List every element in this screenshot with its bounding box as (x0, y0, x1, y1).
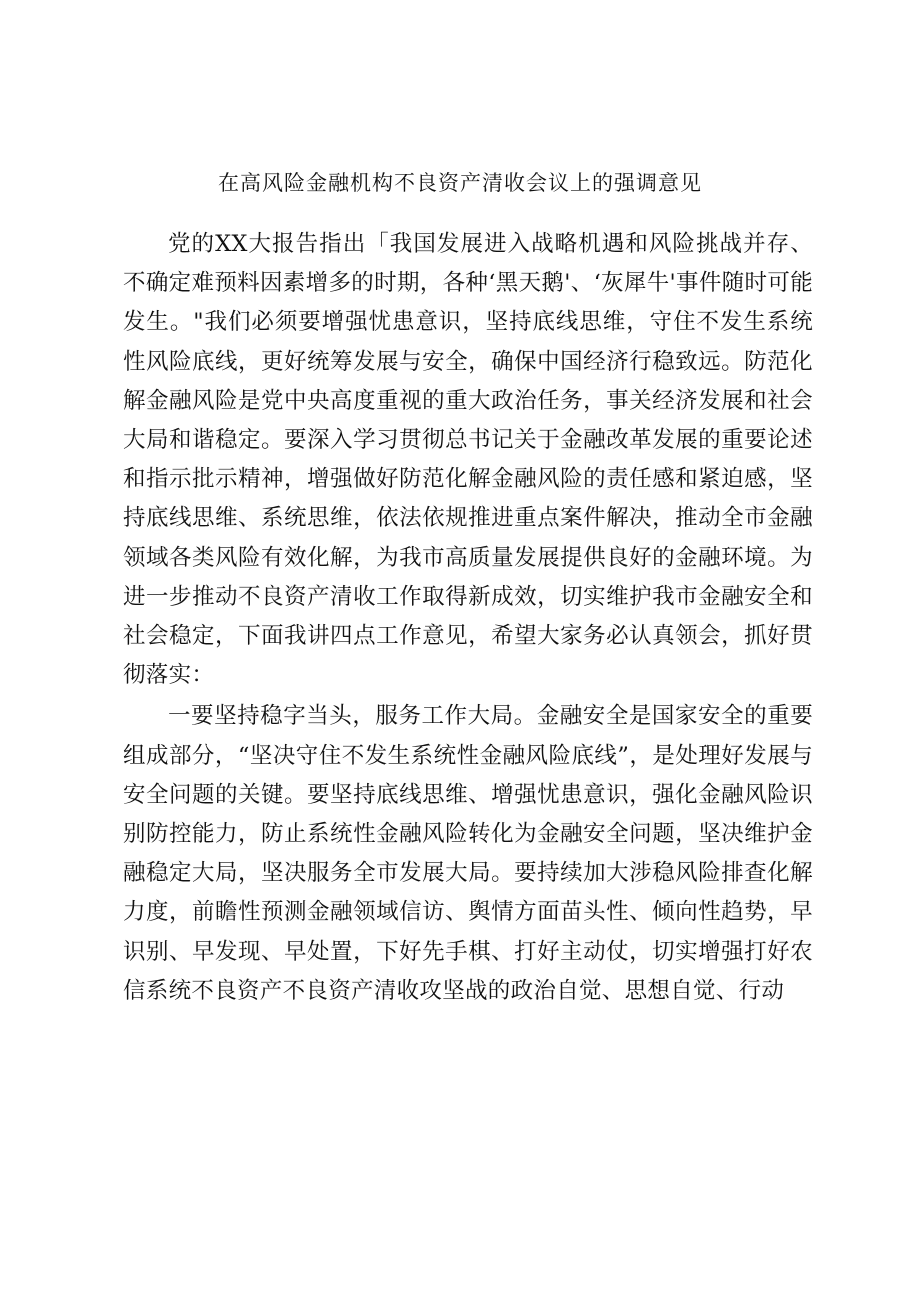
paragraph-point-one: 一要坚持稳字当头，服务工作大局。金融安全是国家安全的重要组成部分，“坚决守住不发生系统性金融风险底线”，是处理好发展与安全问题的关键。要坚持底线思维、增强忧患意识，强化金融风险识别防控能力，防止系统性金融风险转化为金融安全问题，坚决维护金融稳定大局，坚决服务全市发展大局。要持续加大涉稳风险排查化解力度，前瞻性预测金融领域信访、舆情方面苗头性、倾向性趋势，早识别、早发现、早处置，下好先手棋、打好主动仗，切实增强打好农信系统不良资产不良资产清收攻坚战的政治自觉、思想自觉、行动 (123, 703, 813, 1004)
paragraph-intro: 党的XX大报告指出「我国发展进入战略机遇和风险挑战并存、不确定难预料因素增多的时期，各种‘黑天鹅'、‘灰犀牛'事件随时可能发生。"我们必须要增强忧患意识，坚持底线思维，守住不发生系统性风险底线，更好统筹发展与安全，确保中国经济行稳致远。防范化解金融风险是党中央高度重视的重大政治任务，事关经济发展和社会大局和谐稳定。要深入学习贯彻总书记关于金融改革发展的重要论述和指示批示精神，增强做好防范化解金融风险的责任感和紧迫感，坚持底线思维、系统思维，依法依规推进重点案件解决，推动全市金融领域各类风险有效化解，为我市高质量发展提供良好的金融环境。为进一步推动不良资产清收工作取得新成效，切实维护我市金融安全和社会稳定，下面我讲四点工作意见，希望大家务必认真领会，抓好贯彻落实： (123, 231, 813, 689)
document-title: 在高风险金融机构不良资产清收会议上的强调意见 (218, 171, 702, 195)
document-body (123, 225, 813, 1011)
